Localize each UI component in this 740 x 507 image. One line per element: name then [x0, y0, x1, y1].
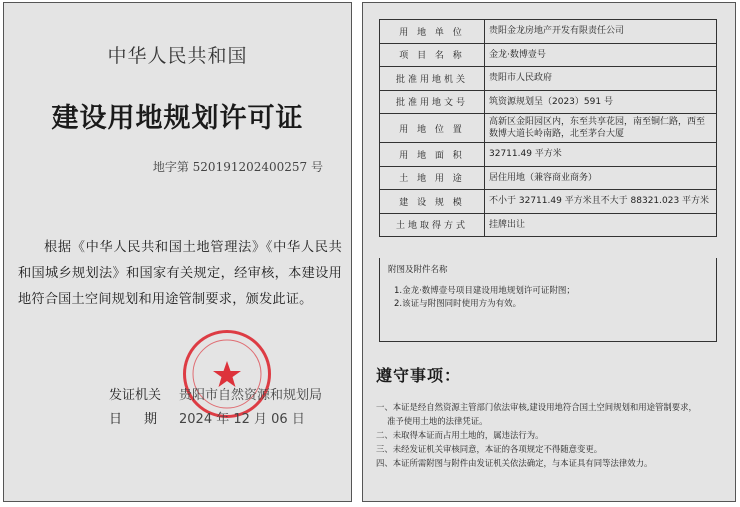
rules-title: 遵守事项： — [376, 366, 462, 385]
table-row — [380, 67, 717, 91]
attachment-item: 1.金龙·数博壹号项目建设用地规划许可证附图； — [394, 286, 575, 296]
issuer-value: 贵阳市自然资源和规划局 — [179, 388, 323, 403]
table-row — [380, 166, 717, 190]
table-row — [380, 90, 717, 114]
table-row — [380, 143, 717, 167]
rule-item: 二、未取得本证而占用土地的，属违法行为。 — [376, 430, 544, 440]
certificate-details-page — [362, 2, 736, 502]
certificate-number: 地字第 520191202400257 号 — [152, 160, 323, 174]
date-label: 日期 — [109, 412, 180, 427]
rule-item: 准予使用土地的法律凭证。 — [387, 416, 488, 426]
issuer-label: 发证机关 — [109, 388, 162, 403]
attachment-item: 2.该证与附图同时使用方为有效。 — [394, 299, 522, 309]
rule-item: 一、本证是经自然资源主管部门依法审核,建设用地符合国土空间规划和用途管制要求， — [376, 402, 697, 412]
country-name: 中华人民共和国 — [107, 45, 248, 67]
row-value: 挂牌出让 — [485, 213, 717, 237]
table-row — [380, 190, 717, 214]
row-key: 批准用地机关 — [380, 67, 485, 91]
official-seal — [183, 330, 271, 418]
details-table — [379, 19, 717, 237]
table-row — [380, 43, 717, 67]
row-key: 用 地 位 置 — [380, 114, 485, 143]
row-value: 高新区金阳园区内，东至共享花园，南至铜仁路，西至数博大道长岭南路，北至茅台大厦 — [485, 114, 717, 143]
row-value: 32711.49 平方米 — [485, 143, 717, 167]
row-key: 用 地 面 积 — [380, 143, 485, 167]
certificate-body-text: 根据《中华人民共和国土地管理法》《中华人民共和国城乡规划法》和国家有关规定，经审核，本建设用地符合国土空间规划和用途管制要求，颁发此证。 — [18, 240, 342, 307]
date-row — [109, 408, 305, 427]
row-key: 用 地 单 位 — [380, 20, 485, 44]
row-value: 筑资源规划呈（2023）591 号 — [485, 90, 717, 114]
attachments-box — [379, 258, 717, 342]
certificate-front-page — [3, 2, 352, 502]
row-value: 金龙·数博壹号 — [485, 43, 717, 67]
row-key: 土地取得方式 — [380, 213, 485, 237]
row-value: 贵阳金龙房地产开发有限责任公司 — [485, 20, 717, 44]
certificate-title: 建设用地规划许可证 — [51, 103, 304, 134]
issuer-row — [109, 384, 323, 403]
table-row — [380, 20, 717, 44]
attachments-title: 附图及附件名称 — [388, 265, 448, 275]
date-value: 2024 年 12 月 06 日 — [179, 412, 305, 427]
row-key: 建 设 规 模 — [380, 190, 485, 214]
row-value: 贵阳市人民政府 — [485, 67, 717, 91]
row-value: 居住用地（兼容商业商务） — [485, 166, 717, 190]
rule-item: 三、未经发证机关审核同意，本证的各项规定不得随意变更。 — [376, 444, 603, 454]
row-key: 土 地 用 途 — [380, 166, 485, 190]
table-row — [380, 213, 717, 237]
rules-list — [376, 401, 728, 471]
row-key: 批准用地文号 — [380, 90, 485, 114]
row-value: 不小于 32711.49 平方米且不大于 88321.023 平方米 — [485, 190, 717, 214]
row-key: 项 目 名 称 — [380, 43, 485, 67]
rule-item: 四、本证所需附图与附件由发证机关依法确定，与本证具有同等法律效力。 — [376, 458, 653, 468]
table-row — [380, 114, 717, 143]
